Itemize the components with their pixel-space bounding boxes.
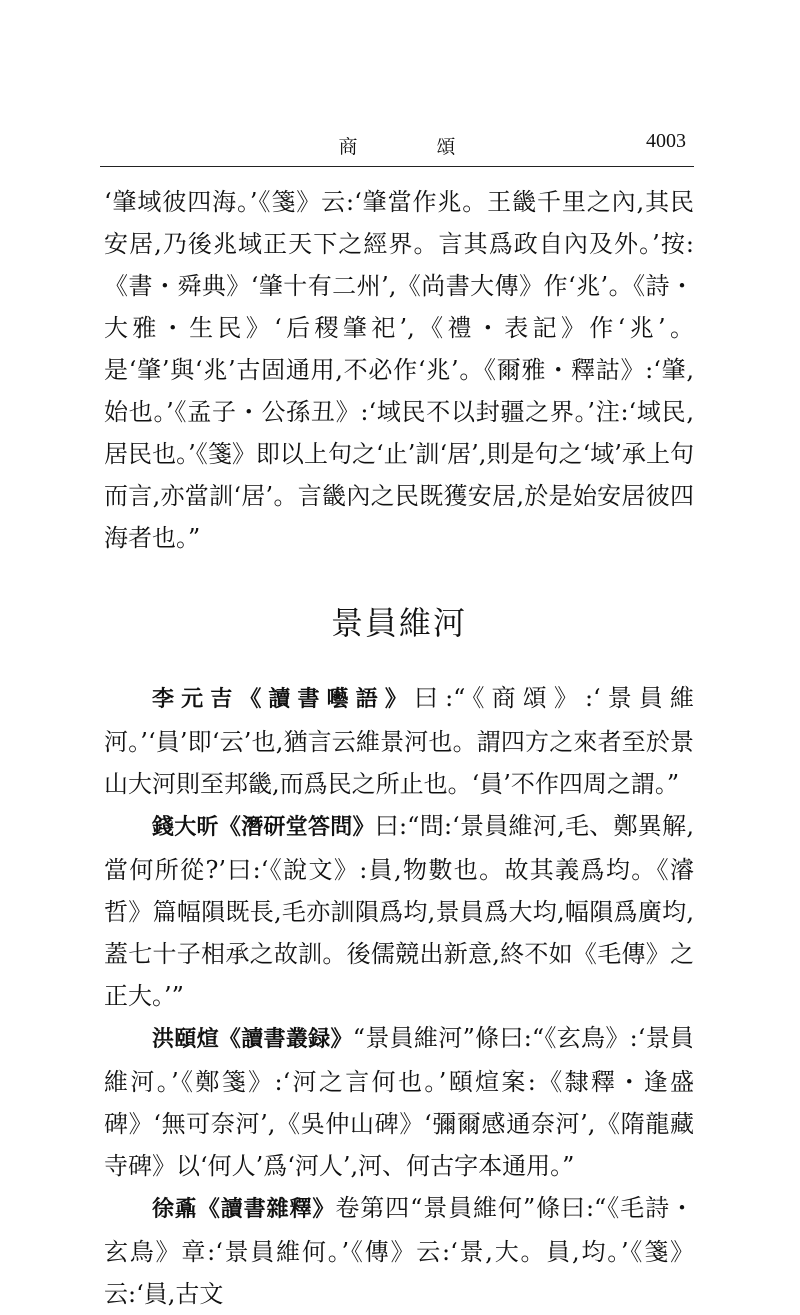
entry-author: 洪頤煊《讀書叢録》: [152, 1027, 353, 1052]
entry-text: 曰:“《商頌》:‘景員維河。’‘員’即‘云’也,猶言云維景河也。謂四方之來者至於景山大河則至邦畿,而爲民之所止也。‘員’不作四周之謂。”: [104, 684, 694, 798]
entry-text: “景員維河”條曰:“《玄鳥》:‘景員維河。’《鄭箋》:‘河之言何也。’頤煊案:《隸釋・逢盛碑》‘無可奈河’,《吳仲山碑》‘彌爾感通奈河’,《隋龍藏寺碑》以‘何人’爲‘河人’,河、何古字本通用。”: [104, 1024, 694, 1180]
entry-text: 曰:“問:‘景員維河,毛、鄭異解,當何所從?’曰:‘《說文》:員,物數也。故其義爲均。《濬哲》篇幅隕既長,毛亦訓隕爲均,景員爲大均,幅隕爲廣均,蓋七十子相承之故訓。後儒競出新意,終不如《毛傳》之正大。’”: [104, 812, 694, 1010]
header-title: 商 頌: [338, 136, 486, 158]
entry-paragraph: [104, 805, 694, 1017]
continued-paragraph: ‘肇域彼四海。’《箋》云:‘肇當作兆。王畿千里之內,其民安居,乃後兆域正天下之經界。言其爲政自內及外。’按:《書・舜典》‘肇十有二州’,《尚書大傳》作‘兆’。《詩・大雅・生民》‘后稷肇祀’,《禮・表記》作‘兆’。是‘肇’與‘兆’古固通用,不必作‘兆’。《爾雅・釋詁》:‘肇,始也。’《孟子・公孫丑》:‘域民不以封疆之界。’注:‘域民,居民也。’《箋》即以上句之‘止’訓‘居’,則是句之‘域’承上句而言,亦當訓‘居’。言畿內之民既獲安居,於是始安居彼四海者也。”: [104, 188, 694, 552]
entry-author: 李元吉《讀書囈語》: [152, 687, 414, 712]
entry-author: 錢大昕《潛研堂答問》: [152, 815, 375, 840]
entry-paragraph: [104, 1017, 694, 1187]
entry-paragraph: [104, 1187, 694, 1315]
page-body: [104, 181, 694, 1315]
section-title: 景員維河: [330, 604, 467, 642]
entry-text: 卷第四“景員維何”條曰:“《毛詩・玄鳥》章:‘景員維何。’《傳》云:‘景,大。員,均。’《箋》云:‘員,古文: [104, 1194, 694, 1308]
entry-paragraph: [104, 677, 694, 805]
page-number: 4003: [646, 130, 686, 152]
entry-author: 徐鼒《讀書雜釋》: [152, 1197, 336, 1222]
running-header: [100, 120, 694, 167]
